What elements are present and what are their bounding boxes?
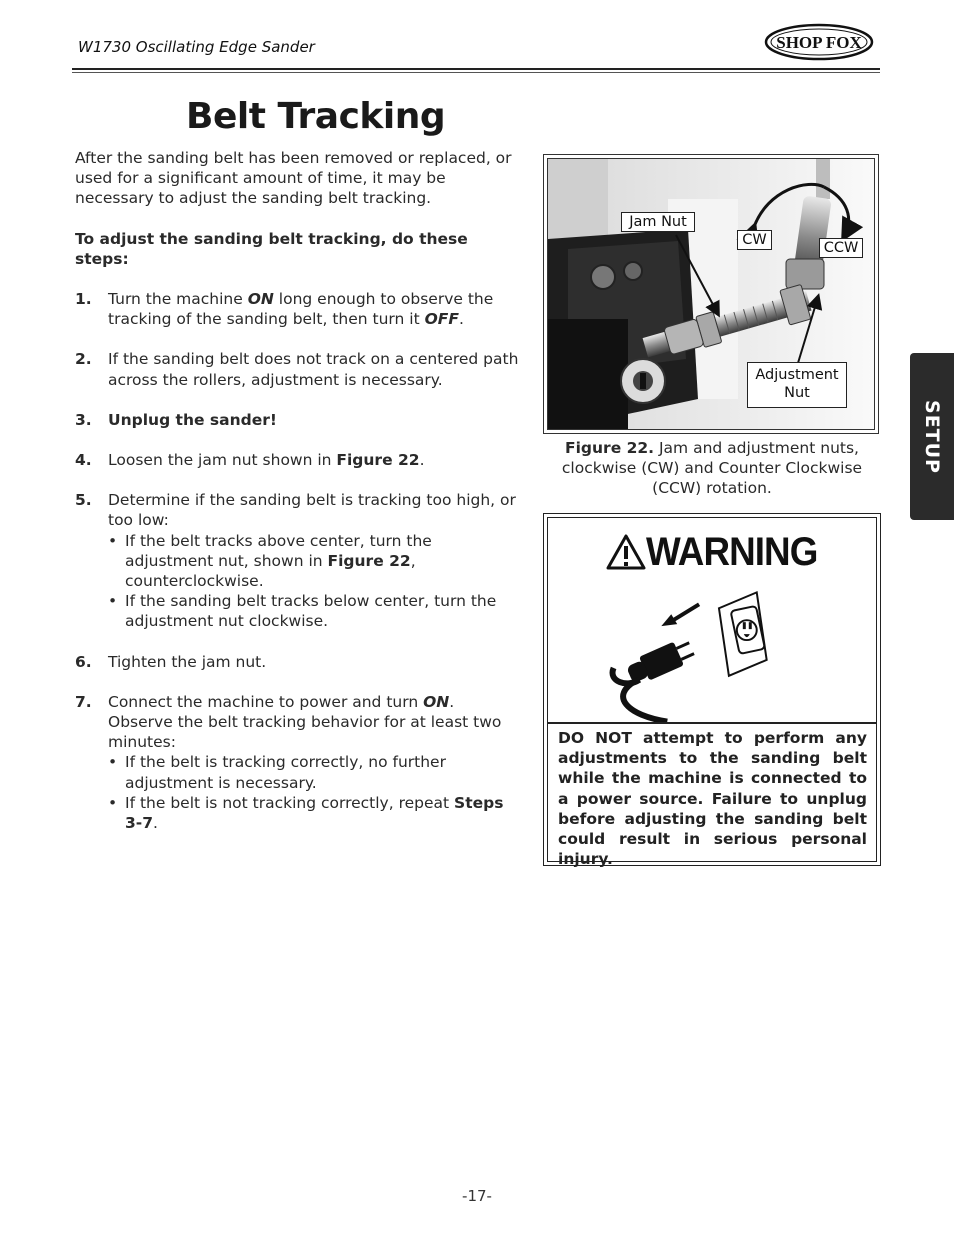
callout-cw: CW [737, 230, 772, 250]
header-rule-thin [72, 72, 880, 73]
bullet-item: • If the belt is tracking correctly, no further adjustment is necessary. [108, 752, 523, 792]
bullet-item: • If the sanding belt tracks below center, turn the adjustment nut clockwise. [108, 591, 523, 631]
figure-reference: Figure 22 [336, 451, 420, 470]
step-4: 4. Loosen the jam nut shown in Figure 22. [75, 451, 425, 470]
shop-fox-logo [764, 22, 874, 62]
figure-photo [547, 158, 875, 430]
callout-ccw: CCW [819, 238, 863, 258]
callout-jam-nut: Jam Nut [621, 212, 695, 232]
figure-22 [543, 154, 879, 434]
bullet-item: • If the belt is not tracking correctly, repeat Steps 3-7. [108, 793, 523, 833]
step-3: 3. Unplug the sander! [75, 410, 277, 429]
svg-text:SHOP FOX: SHOP FOX [776, 33, 862, 52]
warning-divider [548, 722, 876, 724]
warning-box [543, 513, 881, 869]
bullet-item: • If the belt tracks above center, turn the adjustment nut, shown in Figure 22, counterclockwise. [108, 531, 523, 592]
step-1: 1. Turn the machine ON long enough to observe the tracking of the sanding belt, then turn it OFF. [75, 290, 494, 329]
step-number: 2. [75, 350, 92, 369]
warning-triangle-icon [606, 534, 646, 570]
bullet-list [108, 531, 523, 632]
callout-adjustment-nut: Adjustment Nut [747, 362, 847, 408]
step-2: 2. If the sanding belt does not track on a centered path across the rollers, adjustment is necessary. [75, 350, 519, 389]
unplug-cord-illustration [548, 578, 876, 722]
page-title: Belt Tracking [186, 96, 446, 137]
section-tab-setup: SETUP [910, 353, 954, 520]
warning-heading: WARNING [606, 530, 832, 574]
step-number: 1. [75, 290, 92, 309]
step-number: 3. [75, 410, 92, 429]
step-7: 7. Connect the machine to power and turn ON. Observe the belt tracking behavior for at least two minutes: • If the belt is tracking correctly, no further adjustment is necessary. • If the belt is not tracking correctly, repeat Steps 3-7. [75, 692, 523, 833]
intro-paragraph: After the sanding belt has been removed or replaced, or used for a significant amount of time, it may be necessary to adjust the sanding belt tracking. [75, 149, 512, 208]
header-doc-title: W1730 Oscillating Edge Sander [78, 38, 315, 56]
step-5: 5. Determine if the sanding belt is tracking too high, or too low: • If the belt tracks above center, turn the adjustment nut, shown in Figure 22, counterclockwise. • If the sanding belt tracks below center, turn the adjustment nut clockwise. [75, 490, 523, 631]
step-number: 6. [75, 652, 92, 671]
warning-text: DO NOT attempt to perform any adjustments to the sanding belt while the machine is connected to a power source. Failure to unplug before adjusting the sanding belt could result in serious personal injury. [558, 729, 867, 869]
figure-caption: Figure 22. Jam and adjustment nuts, clockwise (CW) and Counter Clockwise (CCW) rotation. [561, 439, 863, 498]
step-number: 7. [75, 692, 92, 711]
header-rule [72, 68, 880, 70]
step-number: 4. [75, 451, 92, 470]
steps-heading: To adjust the sanding belt tracking, do these steps: [75, 229, 468, 268]
step-number: 5. [75, 491, 92, 510]
step-6: 6. Tighten the jam nut. [75, 652, 267, 671]
instructions-column [75, 148, 523, 853]
bullet-list [108, 752, 523, 833]
page-number: -17- [462, 1187, 492, 1205]
